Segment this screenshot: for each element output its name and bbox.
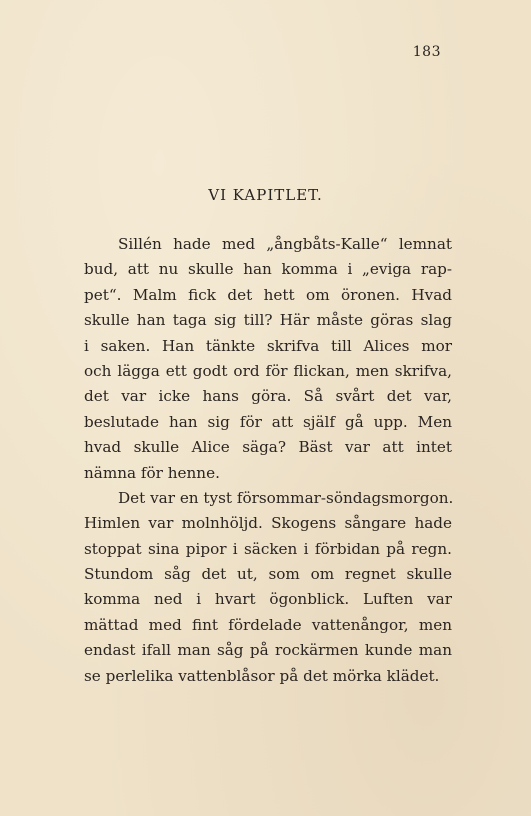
text-line: endast ifall man såg på rockärmen kunde man <box>84 641 452 660</box>
text-line: komma ned i hvart ögonblick. Luften var <box>84 590 452 609</box>
text-line: i saken. Han tänkte skrifva till Alices mor <box>84 336 452 355</box>
text-line: skulle han taga sig till? Här måste göras slag <box>84 311 452 330</box>
paragraph-2 <box>84 486 452 689</box>
text-line: Det var en tyst försommar-söndagsmorgon. <box>118 488 454 507</box>
text-line: Himlen var molnhöljd. Skogens sångare hade <box>84 514 452 533</box>
page-number: 183 <box>412 44 441 60</box>
text-line: se perlelika vattenblåsor på det mörka klädet. <box>84 666 440 685</box>
text-line: bud, att nu skulle han komma i „eviga rap- <box>84 260 452 279</box>
text-line: nämna för henne. <box>84 463 220 482</box>
text-line: och lägga ett godt ord för flickan, men skrifva, <box>84 361 452 380</box>
text-line: stoppat sina pipor i säcken i förbidan på regn. <box>84 539 452 558</box>
text-line: hvad skulle Alice säga? Bäst var att intet <box>84 438 452 457</box>
text-line: Sillén hade med „ångbåts-Kalle“ lemnat <box>118 235 452 253</box>
text-line: det var icke hans göra. Så svårt det var, <box>84 387 452 406</box>
text-line: Stundom såg det ut, som om regnet skulle <box>84 565 452 584</box>
text-line: mättad med fint fördelade vattenångor, men <box>84 615 452 634</box>
body-text <box>84 232 452 689</box>
chapter-heading: VI KAPITLET. <box>208 186 323 204</box>
text-line: pet“. Malm fick det hett om öronen. Hvad <box>84 285 452 304</box>
paragraph-1 <box>84 232 452 486</box>
text-line: beslutade han sig för att själf gå upp. Men <box>84 412 452 431</box>
